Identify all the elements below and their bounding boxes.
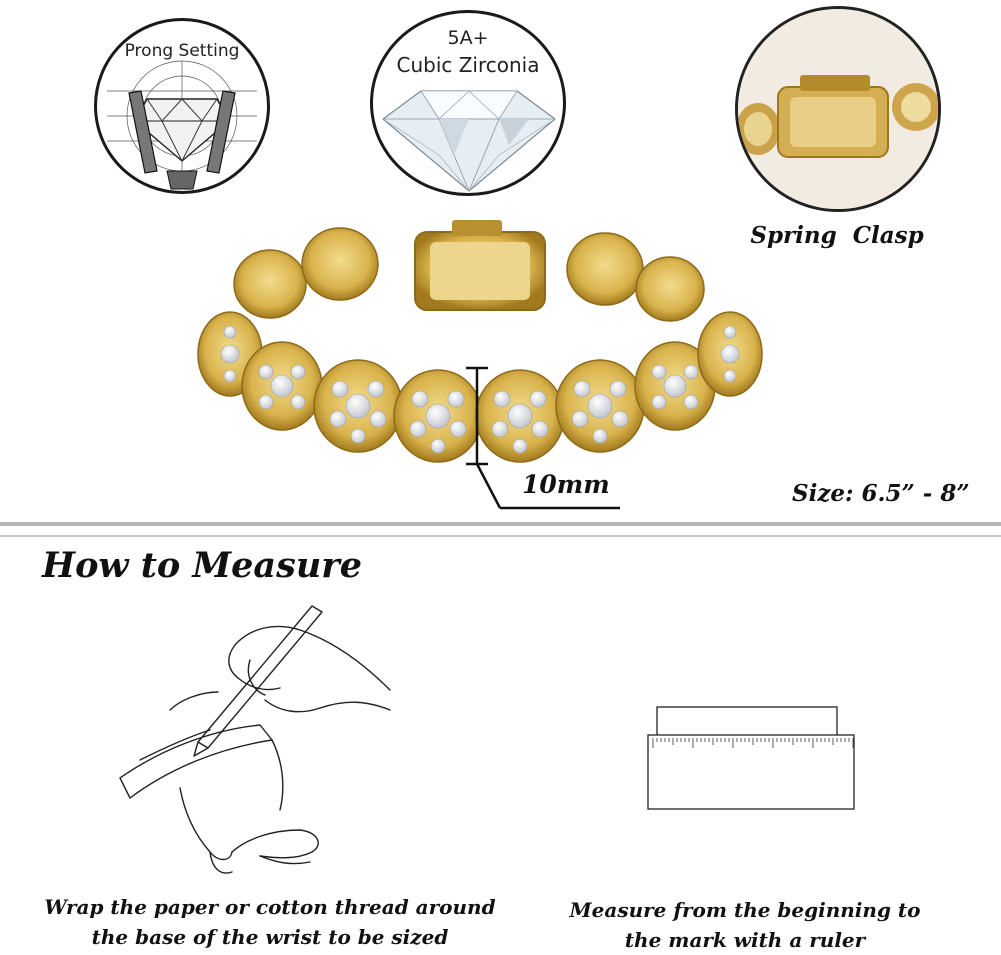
zirconia-grade: 5A+: [447, 27, 489, 49]
size-label: Size: 6.5” - 8”: [792, 480, 970, 507]
spring-clasp-label: Spring Clasp: [750, 222, 924, 249]
step2-caption: [540, 895, 950, 955]
step1-line1: Wrap the paper or cotton thread around: [44, 895, 496, 919]
diamond-icon: [379, 85, 559, 195]
measure-heading: How to Measure: [42, 545, 362, 586]
clasp-photo-icon: [738, 9, 938, 209]
section-divider: [0, 522, 1001, 526]
step2-line1: Measure from the beginning to: [569, 898, 921, 922]
prong-setting-badge: [94, 18, 270, 194]
step1-line2: the base of the wrist to be sized: [91, 925, 449, 949]
step1-caption: [20, 892, 520, 952]
step2-line2: the mark with a ruler: [624, 928, 866, 952]
section-divider-thin: [0, 535, 1001, 537]
zirconia-badge: [370, 10, 566, 196]
ruler-sketch-icon: [645, 702, 857, 814]
prong-setting-label: Prong Setting: [124, 41, 240, 61]
width-label: 10mm: [522, 470, 610, 499]
zirconia-label: Cubic Zirconia: [396, 53, 540, 77]
clasp-badge: [735, 6, 941, 212]
wrist-wrap-sketch-icon: [100, 600, 400, 880]
